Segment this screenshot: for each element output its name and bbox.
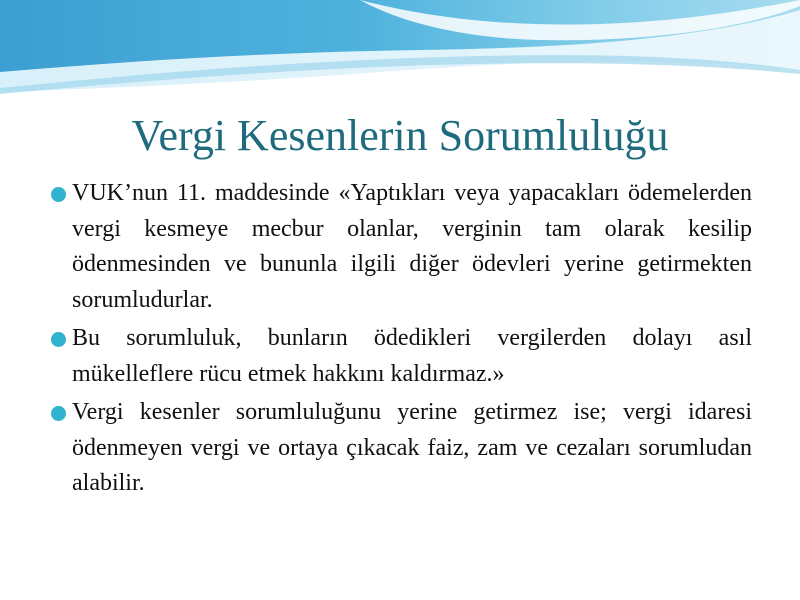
bullet-item: [46, 176, 752, 318]
bullet-item: [46, 321, 752, 392]
header-wave-decoration: [0, 0, 800, 100]
bullet-text: VUK’nun 11. maddesinde «Yaptıkları veya yapacakları ödemelerden vergi kesmeye mecbur olanlar, verginin tam olarak kesilip ödenmesinden ve bununla ilgili diğer ödevleri yerine getirmekten sorumludurlar.: [72, 180, 752, 313]
bullet-item: [46, 395, 752, 502]
bullet-text: Vergi kesenler sorumluluğunu yerine getirmez ise; vergi idaresi ödenmeyen vergi ve ortaya çıkacak faiz, zam ve cezaları sorumludan alabilir.: [72, 399, 752, 496]
bullet-text: Bu sorumluluk, bunların ödedikleri vergilerden dolayı asıl mükelleflere rücu etmek hakkını kaldırmaz.»: [72, 325, 752, 387]
circle-bullet-icon: [50, 186, 67, 203]
bullet-list: [46, 176, 752, 505]
circle-bullet-icon: [50, 405, 67, 422]
slide-title: Vergi Kesenlerin Sorumluluğu: [131, 111, 669, 160]
circle-bullet-icon: [50, 331, 67, 348]
